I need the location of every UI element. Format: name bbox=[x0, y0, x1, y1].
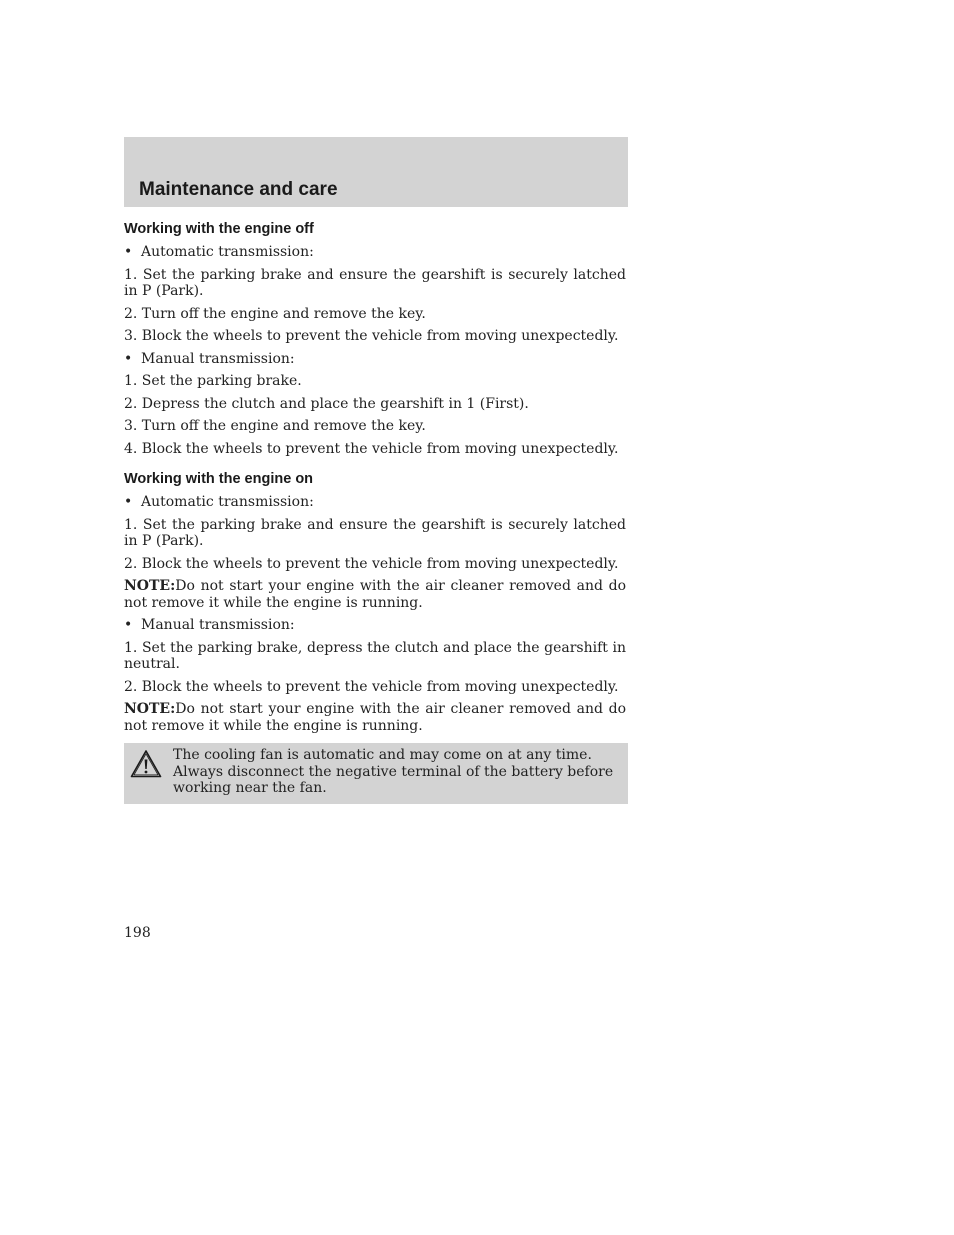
warning-box bbox=[124, 743, 628, 804]
bullet-icon: • bbox=[124, 244, 133, 260]
section-title: Maintenance and care bbox=[139, 179, 338, 200]
step-paragraph: 2. Turn off the engine and remove the key. bbox=[124, 305, 426, 322]
step-paragraph: 2. Block the wheels to prevent the vehicle from moving unexpectedly. bbox=[124, 555, 619, 572]
note-label: NOTE: bbox=[124, 578, 176, 594]
step-paragraph: 1. Set the parking brake. bbox=[124, 373, 302, 389]
step-paragraph: 2. Depress the clutch and place the gearshift in 1 (First). bbox=[124, 395, 529, 412]
bullet-item: • Automatic transmission: bbox=[124, 244, 314, 260]
page-number: 198 bbox=[124, 925, 151, 941]
step-paragraph: 1. Set the parking brake and ensure the gearshift is securely latched in P (Park). bbox=[124, 266, 626, 299]
step-paragraph: 1. Set the parking brake, depress the clutch and place the gearshift in neutral. bbox=[124, 639, 626, 672]
bullet-item: • Manual transmission: bbox=[124, 350, 295, 367]
bullet-icon: • bbox=[124, 617, 133, 633]
bullet-item: • Automatic transmission: bbox=[124, 494, 314, 510]
bullet-icon: • bbox=[124, 350, 133, 367]
section-header-band bbox=[124, 137, 628, 207]
warning-text: The cooling fan is automatic and may come on at any time. Always disconnect the negative terminal of the battery before working near the fan. bbox=[173, 747, 614, 796]
section-heading-engine-on: Working with the engine on bbox=[124, 471, 314, 487]
section-heading-engine-off: Working with the engine off bbox=[124, 221, 314, 237]
step-paragraph: 3. Block the wheels to prevent the vehicle from moving unexpectedly. bbox=[124, 328, 619, 344]
bullet-icon: • bbox=[124, 494, 133, 510]
note-label: NOTE: bbox=[124, 701, 176, 717]
note-paragraph: NOTE:Do not start your engine with the air cleaner removed and do not remove it while the engine is running. bbox=[124, 701, 626, 734]
step-paragraph: 2. Block the wheels to prevent the vehicle from moving unexpectedly. bbox=[124, 678, 619, 695]
main-content bbox=[124, 220, 626, 740]
bullet-item: • Manual transmission: bbox=[124, 617, 295, 633]
step-paragraph: 4. Block the wheels to prevent the vehicle from moving unexpectedly. bbox=[124, 440, 619, 457]
step-paragraph: 1. Set the parking brake and ensure the gearshift is securely latched in P (Park). bbox=[124, 516, 626, 549]
step-paragraph: 3. Turn off the engine and remove the key. bbox=[124, 418, 426, 434]
note-paragraph: NOTE:Do not start your engine with the air cleaner removed and do not remove it while the engine is running. bbox=[124, 578, 626, 611]
